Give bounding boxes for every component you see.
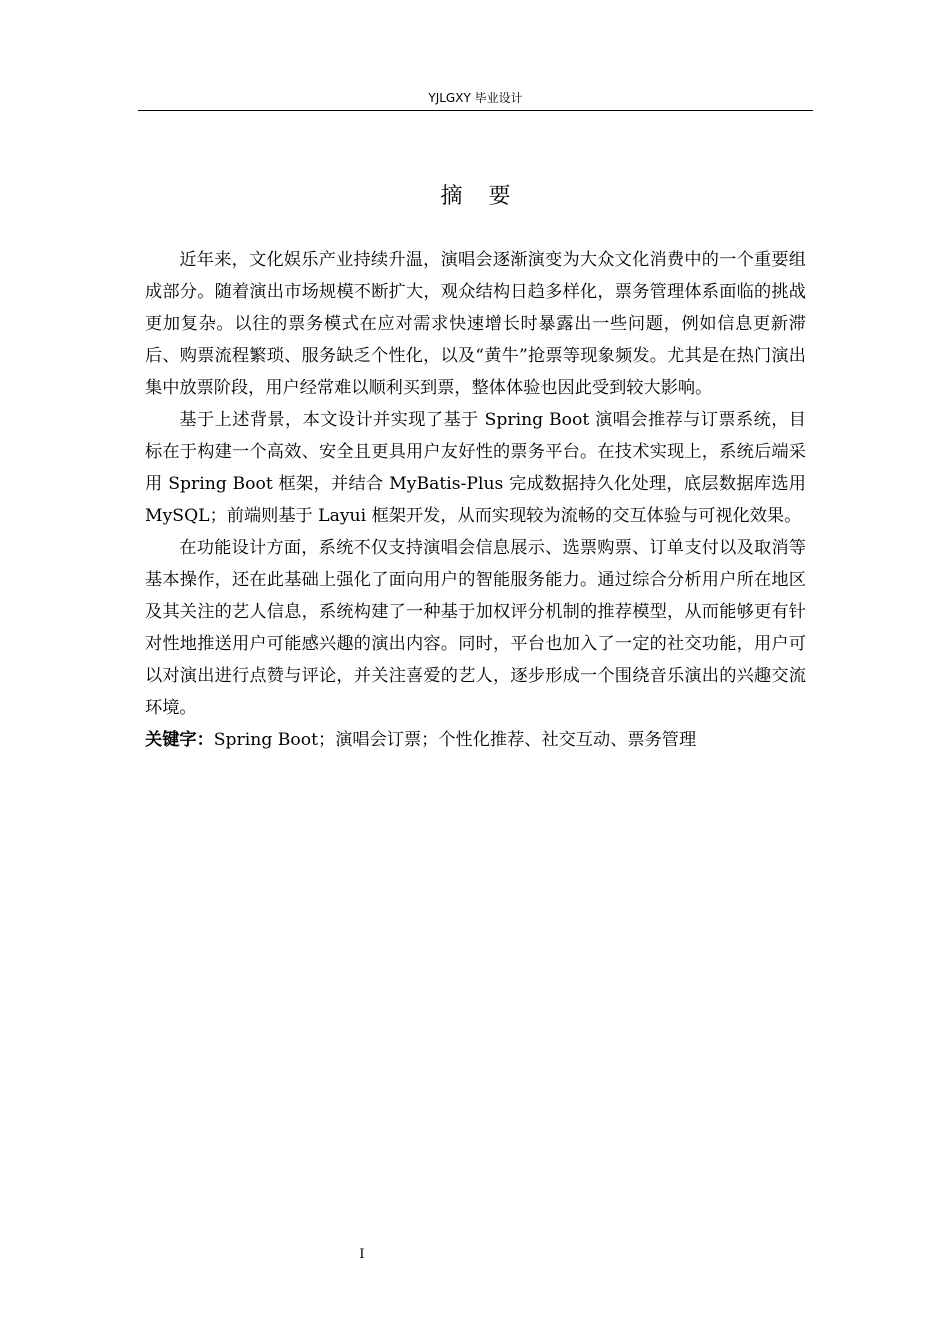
abstract-paragraph-1: 近年来，文化娱乐产业持续升温，演唱会逐渐演变为大众文化消费中的一个重要组成部分。随着演出市场规模不断扩大，观众结构日趋多样化，票务管理体系面临的挑战更加复杂。以往的票务模式在应对需求快速增长时暴露出一些问题，例如信息更新滞后、购票流程繁琐、服务缺乏个性化，以及“黄牛”抢票等现象频发。尤其是在热门演出集中放票阶段，用户经常难以顺利买到票，整体体验也因此受到较大影响。	[145, 250, 806, 398]
header-divider	[138, 110, 813, 111]
keywords-text: Spring Boot；演唱会订票；个性化推荐、社交互动、票务管理	[213, 730, 697, 750]
abstract-paragraph-2: 基于上述背景，本文设计并实现了基于 Spring Boot 演唱会推荐与订票系统，目标在于构建一个高效、安全且更具用户友好性的票务平台。在技术实现上，系统后端采用 Spring Boot 框架，并结合 MyBatis-Plus 完成数据持久化处理，底层数据库选用 MySQL；前端则基于 Layui 框架开发，从而实现较为流畅的交互体验与可视化效果。	[145, 410, 806, 526]
abstract-title: 摘要	[440, 184, 537, 209]
keywords-line	[145, 724, 806, 756]
page-number: I	[359, 1247, 365, 1262]
abstract-paragraph-3: 在功能设计方面，系统不仅支持演唱会信息展示、选票购票、订单支付以及取消等基本操作，还在此基础上强化了面向用户的智能服务能力。通过综合分析用户所在地区及其关注的艺人信息，系统构建了一种基于加权评分机制的推荐模型，从而能够更有针对性地推送用户可能感兴趣的演出内容。同时，平台也加入了一定的社交功能，用户可以对演出进行点赞与评论，并关注喜爱的艺人，逐步形成一个围绕音乐演出的兴趣交流环境。	[145, 538, 806, 718]
running-header: YJLGXY 毕业设计	[428, 91, 523, 105]
keywords-label: 关键字：	[145, 730, 214, 750]
abstract-body	[145, 244, 806, 756]
